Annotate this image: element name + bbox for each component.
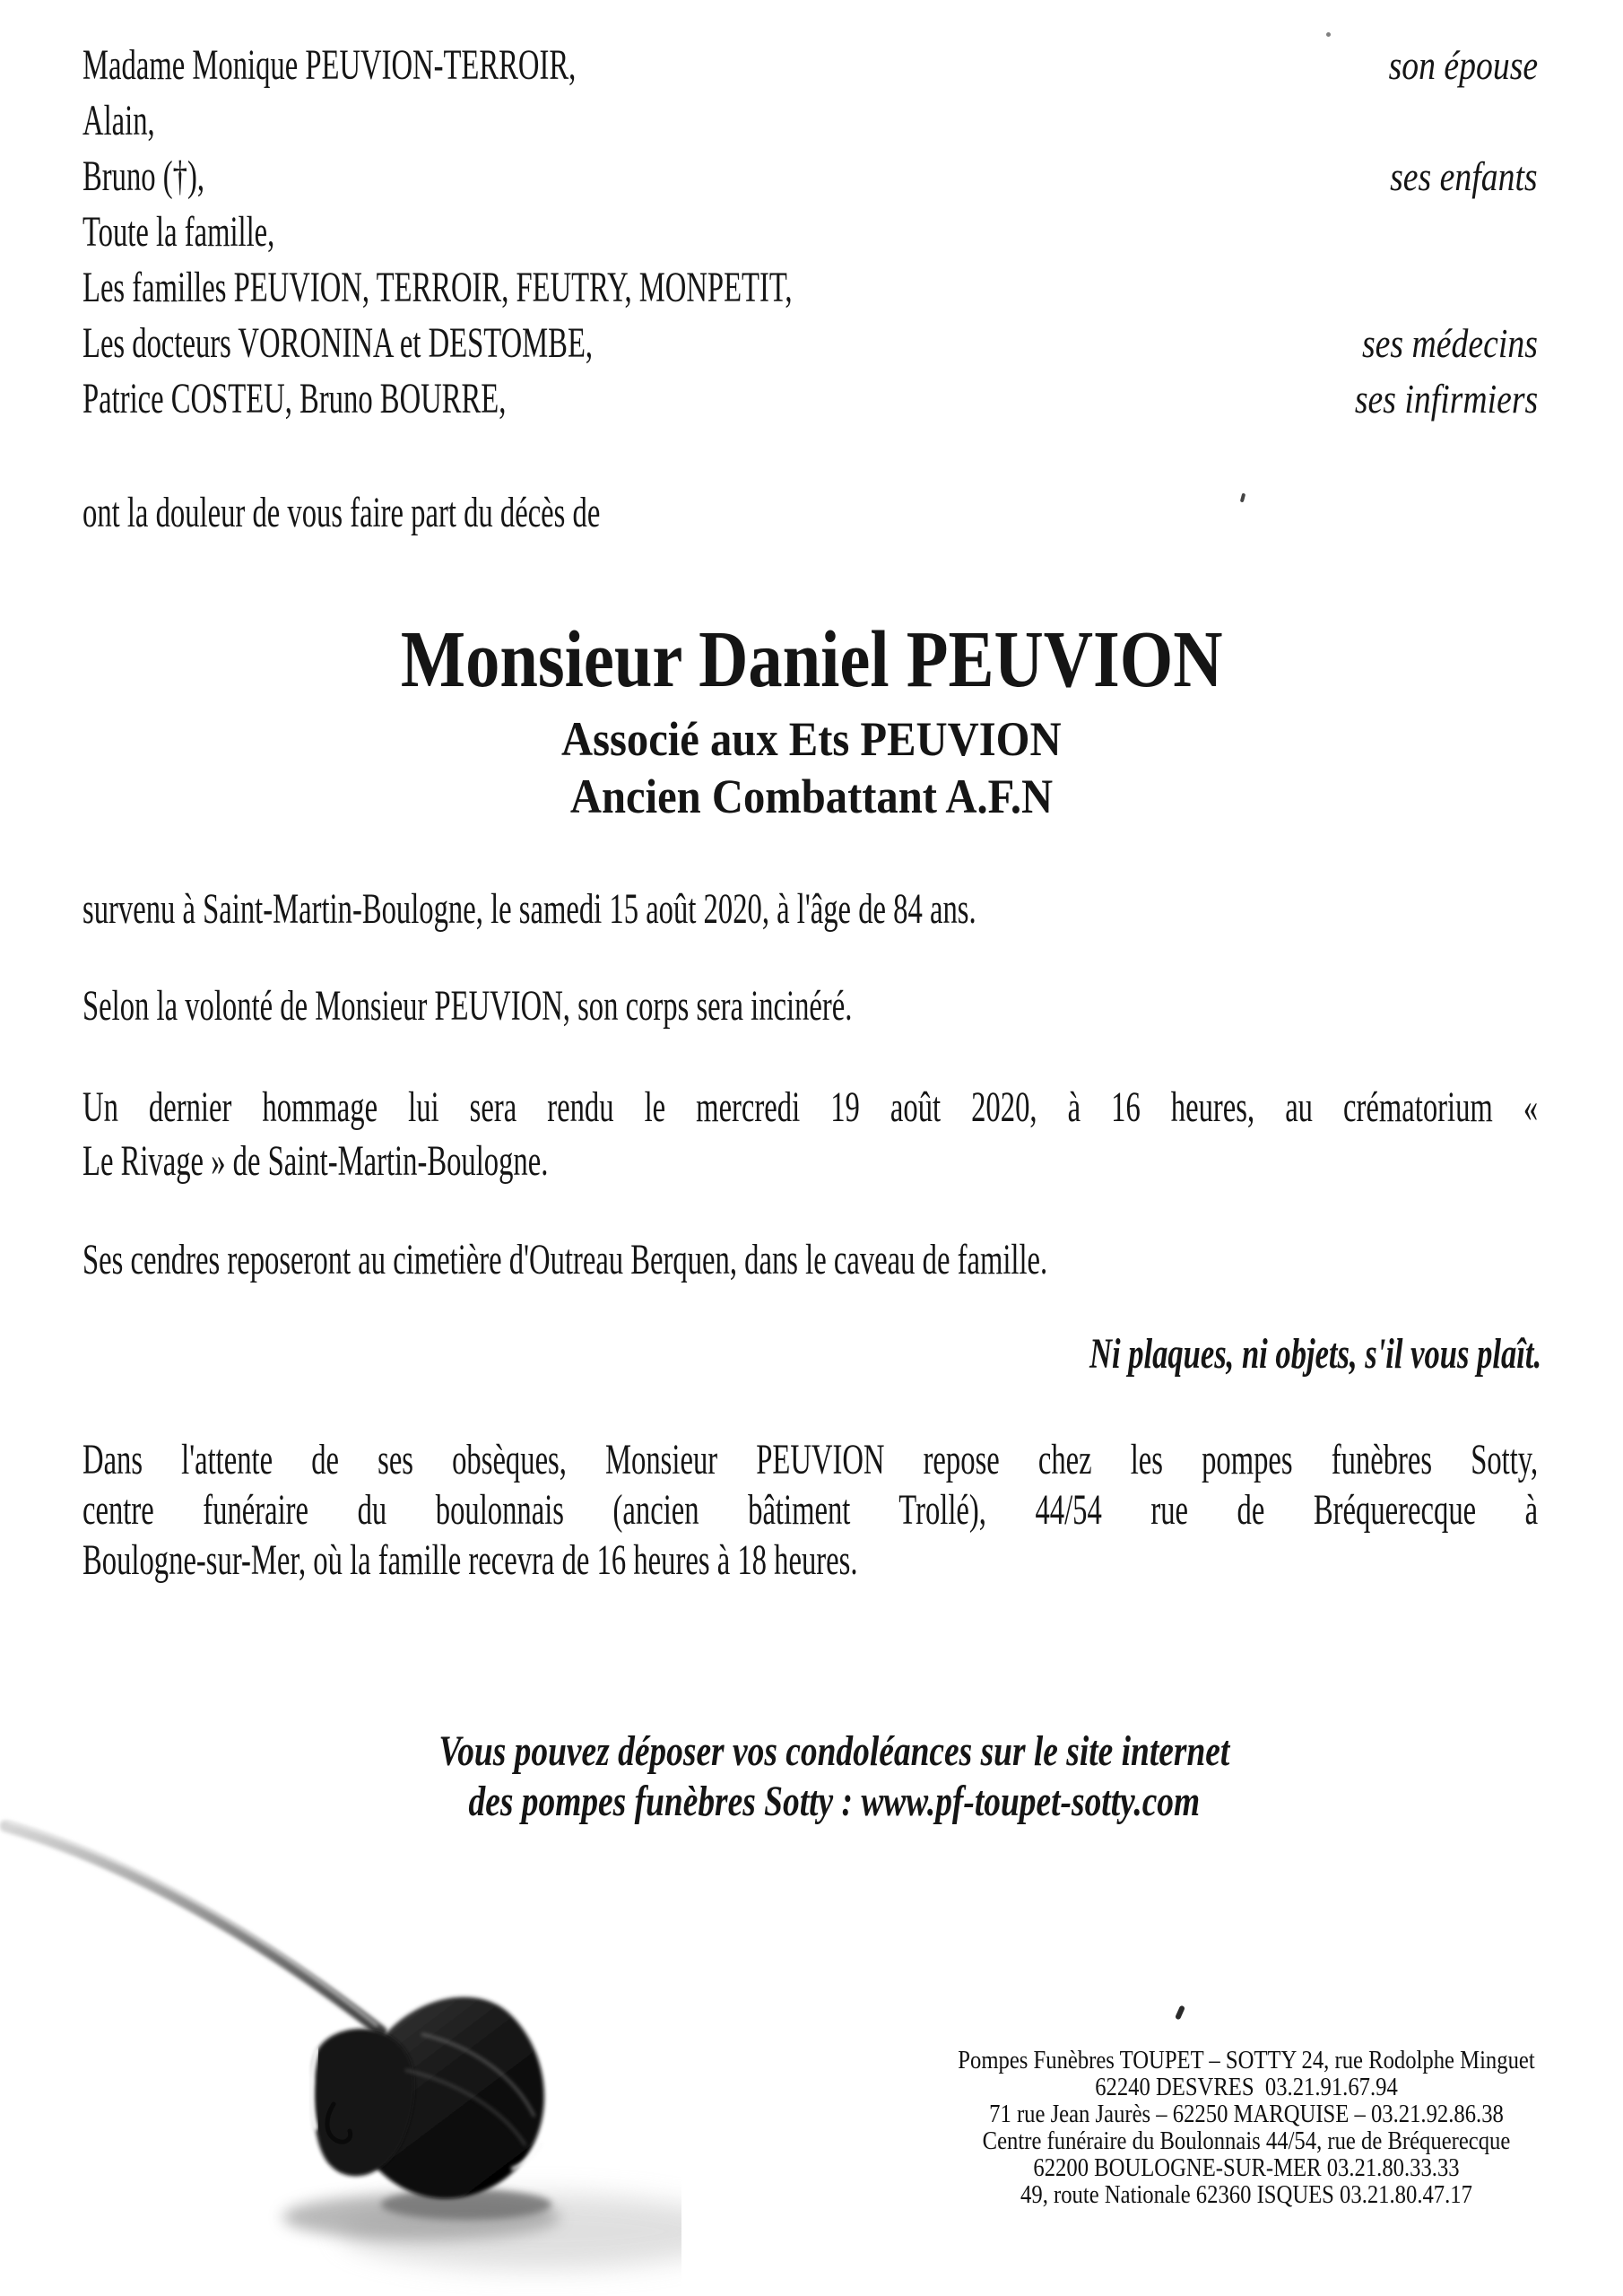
family-line-text: Les docteurs VORONINA et DESTOMBE, [82, 319, 594, 367]
family-line [82, 93, 1538, 149]
condolences-line2: des pompes funèbres Sotty : www.pf-toupet-sotty.com [468, 1778, 1200, 1825]
family-line [82, 260, 1538, 316]
relation-label-children: ses enfants [1390, 153, 1538, 199]
family-line-text: Les familles PEUVION, TERROIR, FEUTRY, MONPETIT, [82, 264, 793, 311]
condolences-line1: Vous pouvez déposer vos condoléances sur le site internet [438, 1727, 1229, 1775]
family-line-text: Toute la famille, [82, 208, 275, 256]
deceased-name: Monsieur Daniel PEUVION [400, 615, 1223, 704]
paragraph-repose: Dans l'attente de ses obsèques, Monsieur PEUVION repose chez les pompes funèbres Sotty, centre funéraire du boulonnais (ancien bâtiment Trollé), 44/54 rue de Bréquerecque à Boulogne-sur-Mer, où la famille recevra de 16 heures à 18 heures. [82, 1436, 1539, 1584]
family-line [82, 149, 1538, 204]
no-plaques-request: Ni plaques, ni objets, s'il vous plaît. [1089, 1330, 1541, 1378]
family-line [82, 204, 1538, 260]
contact-line: 71 rue Jean Jaurès – 62250 MARQUISE – 03.21.92.86.38 [989, 2100, 1504, 2128]
paragraph-cremation: Selon la volonté de Monsieur PEUVION, son corps sera incinéré. [82, 982, 853, 1030]
family-line-text: Alain, [82, 97, 155, 144]
paragraph-ashes: Ses cendres reposeront au cimetière d'Outreau Berquen, dans le caveau de famille. [82, 1236, 1048, 1283]
contact-line: 49, route Nationale 62360 ISQUES 03.21.80.47.17 [1020, 2180, 1472, 2209]
family-line-text: Madame Monique PEUVION-TERROIR, [82, 41, 577, 89]
contact-line: 62240 DESVRES 03.21.91.67.94 [1095, 2073, 1398, 2101]
flower-stem [5, 1826, 381, 2031]
relation-label-doctors: ses médecins [1362, 320, 1538, 366]
deceased-heading [0, 617, 1623, 825]
family-block [82, 38, 1538, 427]
relation-label-nurses: ses infirmiers [1354, 376, 1538, 422]
family-line [82, 316, 1538, 371]
family-line-text: Patrice COSTEU, Bruno BOURRE, [82, 375, 507, 422]
scan-artifact [1175, 2005, 1185, 2020]
family-line [82, 38, 1538, 93]
family-line [82, 371, 1538, 427]
contact-line: Pompes Funèbres TOUPET – SOTTY 24, rue Rodolphe Minguet [958, 2046, 1535, 2074]
announcement-intro: ont la douleur de vous faire part du décès de [82, 489, 601, 536]
paragraph-homage: Un dernier hommage lui sera rendu le mercredi 19 août 2020, à 16 heures, au crématorium « Le Rivage » de Saint-Martin-Boulogne. [82, 1083, 1539, 1185]
calla-lily-photo [0, 1812, 681, 2296]
deceased-subtitle-veteran: Ancien Combattant A.F.N [569, 770, 1054, 823]
flower-stem-highlight [9, 1822, 377, 2025]
deceased-subtitle-company: Associé aux Ets PEUVION [561, 712, 1062, 766]
relation-label-spouse: son épouse [1388, 42, 1538, 88]
contact-line: Centre funéraire du Boulonnais 44/54, rue de Bréquerecque [982, 2126, 1511, 2155]
contact-line: 62200 BOULOGNE-SUR-MER 03.21.80.33.33 [1033, 2153, 1460, 2182]
family-line-text: Bruno (†), [82, 152, 204, 200]
funeral-home-contact-block [957, 2047, 1536, 2208]
scan-artifact [1326, 32, 1331, 37]
paragraph-death-details: survenu à Saint-Martin-Boulogne, le samedi 15 août 2020, à l'âge de 84 ans. [82, 885, 976, 933]
